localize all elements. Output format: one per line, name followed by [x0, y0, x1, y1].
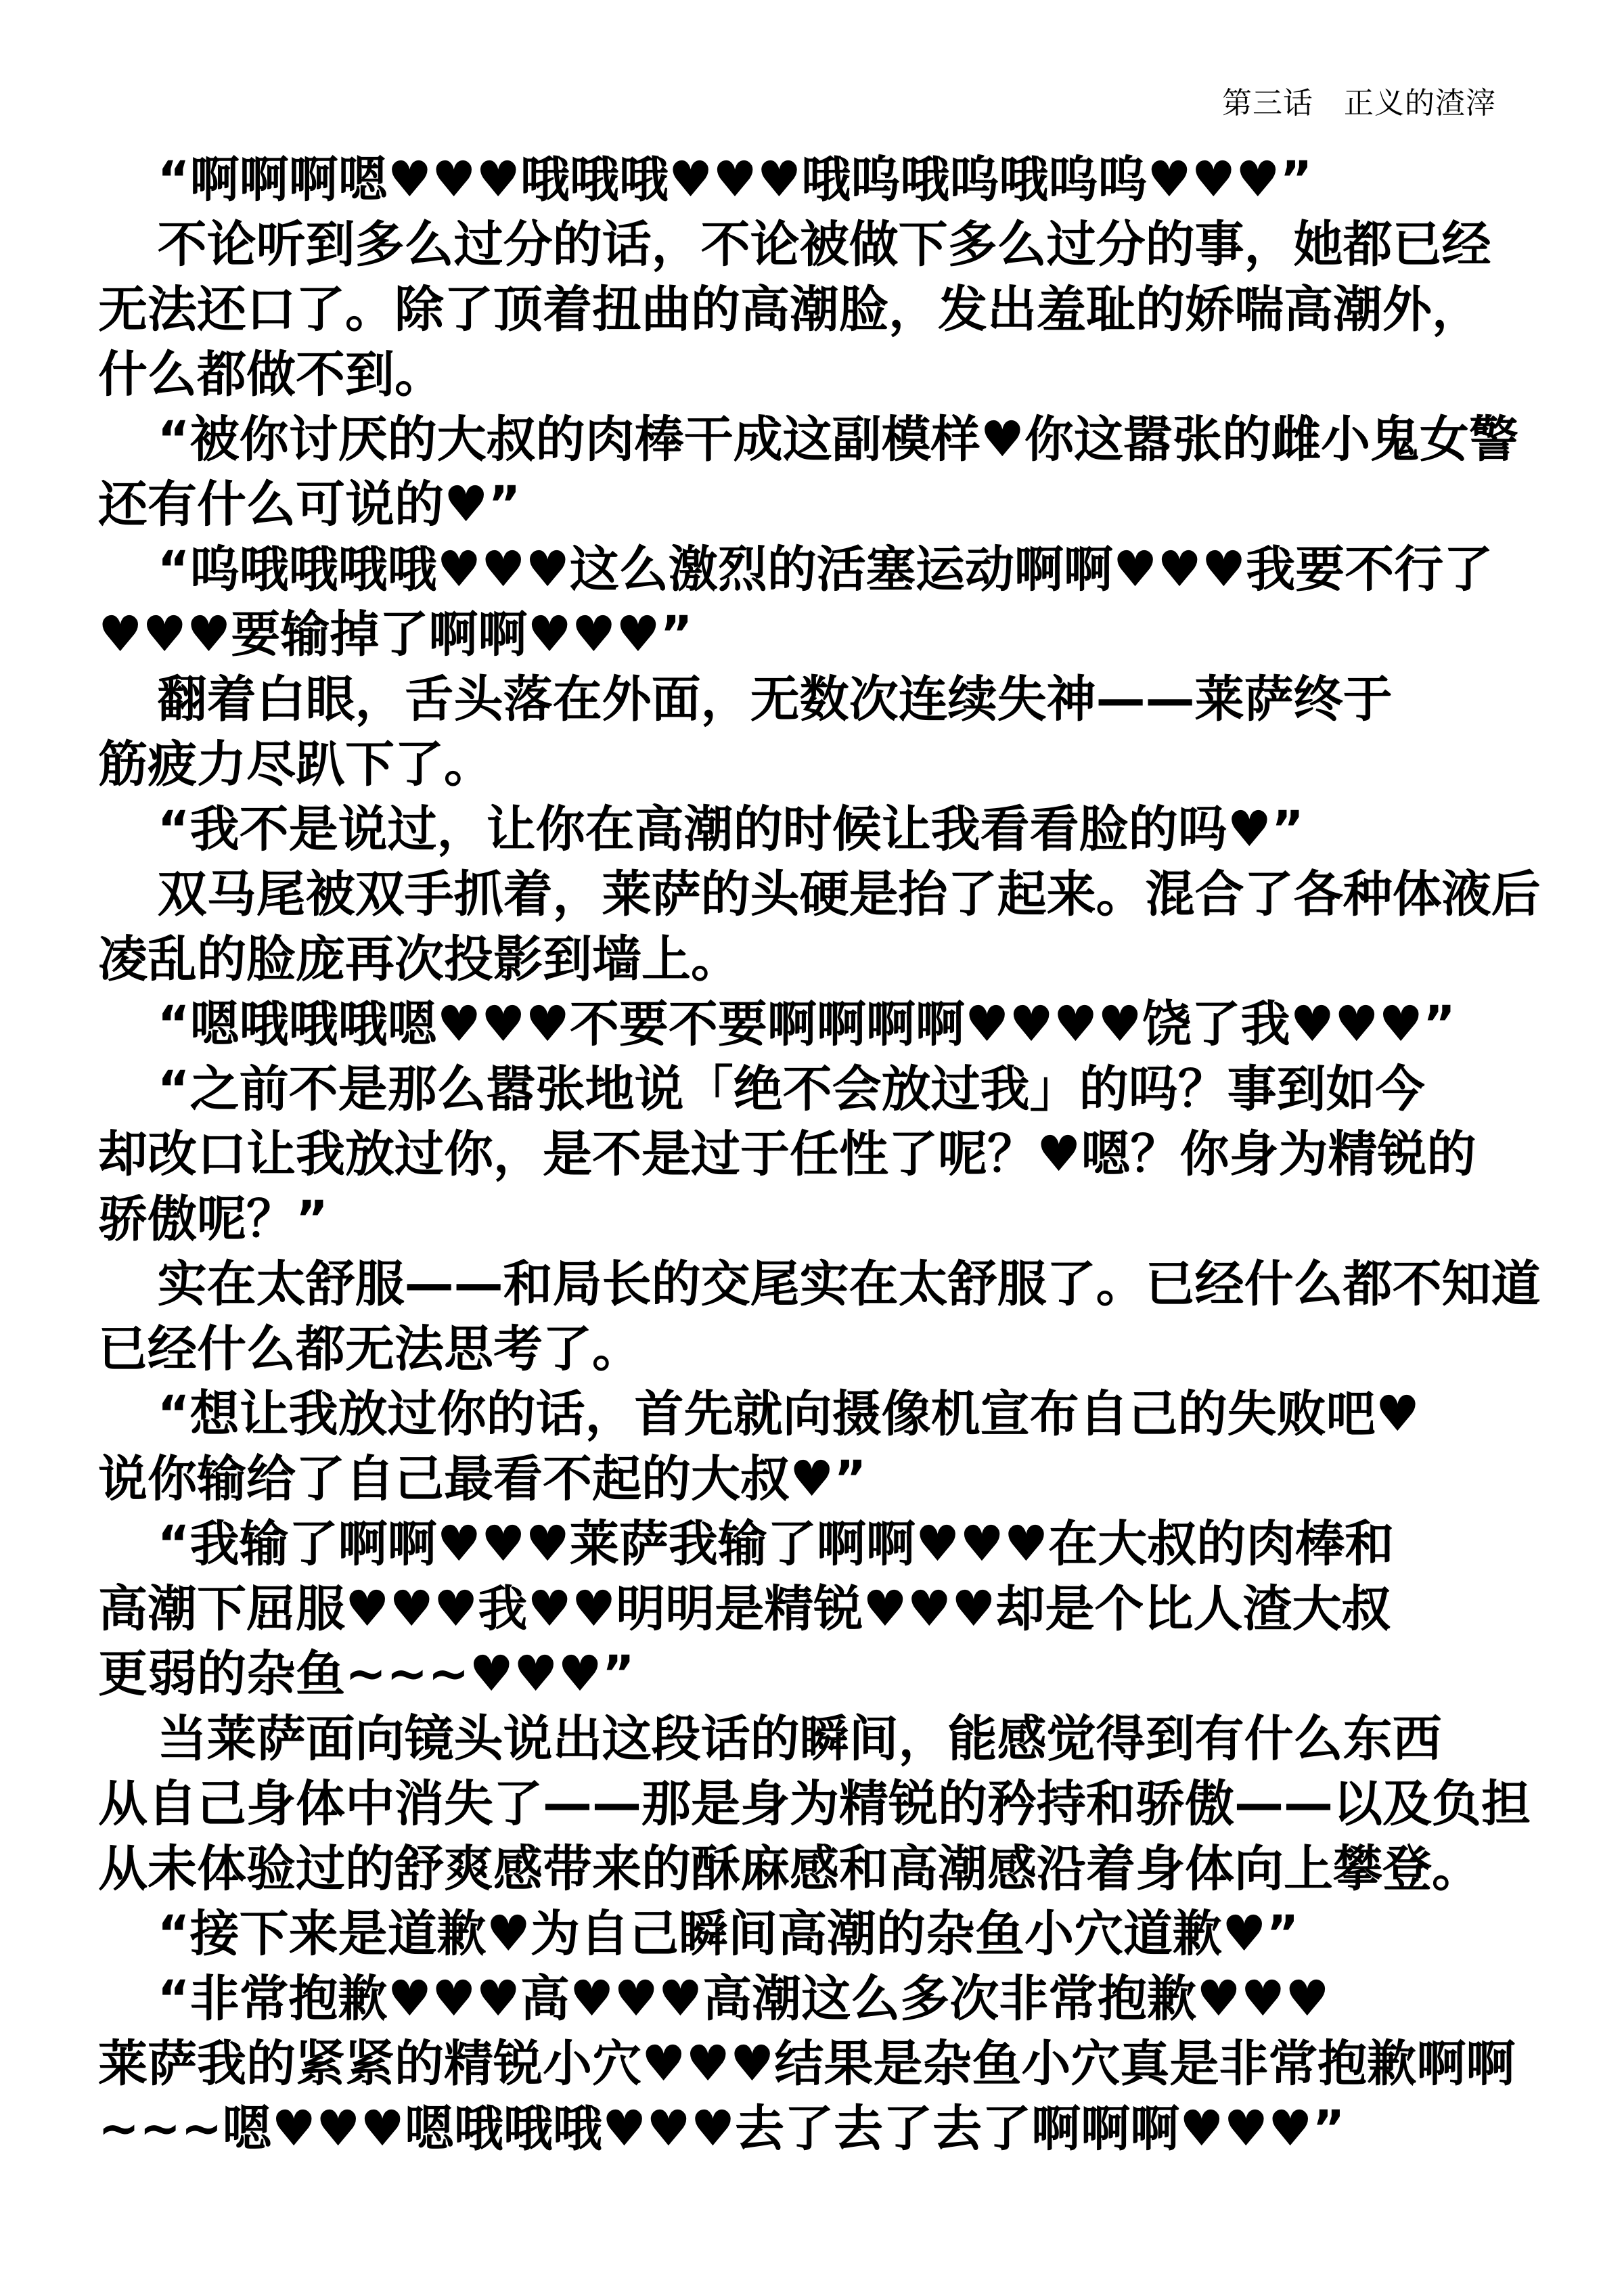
text-line: 从未体验过的舒爽感带来的酥麻感和高潮感沿着身体向上攀登。: [98, 1840, 1481, 1898]
text-line: 筋疲力尽趴下了。: [98, 736, 493, 793]
text-line: 还有什么可说的♥”: [98, 476, 521, 533]
text-line: 已经什么都无法思考了。: [98, 1320, 641, 1378]
text-line: “之前不是那么嚣张地说「绝不会放过我」的吗？事到如今: [157, 1061, 1425, 1118]
text-line: 更弱的杂鱼~~~♥♥♥”: [98, 1645, 635, 1703]
text-line: ♥♥♥要输掉了啊啊♥♥♥”: [98, 606, 693, 663]
chapter-header: 第三话 正义的渣滓: [1222, 86, 1496, 120]
text-line: 什么都做不到。: [98, 346, 444, 403]
text-line: 说你输给了自己最看不起的大叔♥”: [98, 1450, 867, 1508]
text-line: 无法还口了。除了顶着扭曲的高潮脸，发出羞耻的娇喘高潮外，: [98, 281, 1481, 338]
text-line: “呜哦哦哦哦♥♥♥这么激烈的活塞运动啊啊♥♥♥我要不行了: [157, 541, 1493, 598]
text-line: 莱萨我的紧紧的精锐小穴♥♥♥结果是杂鱼小穴真是非常抱歉啊啊: [98, 2035, 1516, 2093]
text-line: 当莱萨面向镜头说出这段话的瞬间，能感觉得到有什么东西: [157, 1710, 1442, 1768]
text-line: 实在太舒服——和局长的交尾实在太舒服了。已经什么都不知道: [157, 1255, 1541, 1313]
text-line: “被你讨厌的大叔的肉棒干成这副模样♥你这嚣张的雌小鬼女警: [157, 411, 1519, 468]
text-line: 却改口让我放过你，是不是过于任性了呢？♥嗯？你身为精锐的: [98, 1125, 1476, 1183]
text-line: “我不是说过，让你在高潮的时候让我看看脸的吗♥”: [157, 801, 1304, 858]
text-line: “想让我放过你的话，首先就向摄像机宣布自己的失败吧♥: [157, 1385, 1420, 1443]
text-line: ~~~嗯♥♥♥嗯哦哦哦♥♥♥去了去了去了啊啊啊♥♥♥”: [98, 2100, 1345, 2158]
text-line: 高潮下屈服♥♥♥我♥♥明明是精锐♥♥♥却是个比人渣大叔: [98, 1580, 1391, 1638]
text-line: 不论听到多么过分的话，不论被做下多么过分的事，她都已经: [157, 216, 1491, 273]
text-line: “我输了啊啊♥♥♥莱萨我输了啊啊♥♥♥在大叔的肉棒和: [157, 1515, 1395, 1573]
text-line: “非常抱歉♥♥♥高♥♥♥高潮这么多次非常抱歉♥♥♥: [157, 1970, 1330, 2028]
text-line: “嗯哦哦哦嗯♥♥♥不要不要啊啊啊啊♥♥♥♥饶了我♥♥♥”: [157, 996, 1456, 1053]
text-body: [98, 148, 1597, 2162]
text-line: 双马尾被双手抓着，莱萨的头硬是抬了起来。混合了各种体液后: [157, 866, 1541, 923]
text-line: 骄傲呢？”: [98, 1190, 328, 1248]
text-line: 翻着白眼，舌头落在外面，无数次连续失神——莱萨终于: [157, 671, 1393, 728]
text-line: “啊啊啊嗯♥♥♥哦哦哦♥♥♥哦呜哦呜哦呜呜♥♥♥”: [157, 151, 1313, 208]
text-line: “接下来是道歉♥为自己瞬间高潮的杂鱼小穴道歉♥”: [157, 1905, 1299, 1963]
text-line: 从自己身体中消失了——那是身为精锐的矜持和骄傲——以及负担: [98, 1775, 1531, 1833]
text-line: 凌乱的脸庞再次投影到墙上。: [98, 931, 740, 988]
